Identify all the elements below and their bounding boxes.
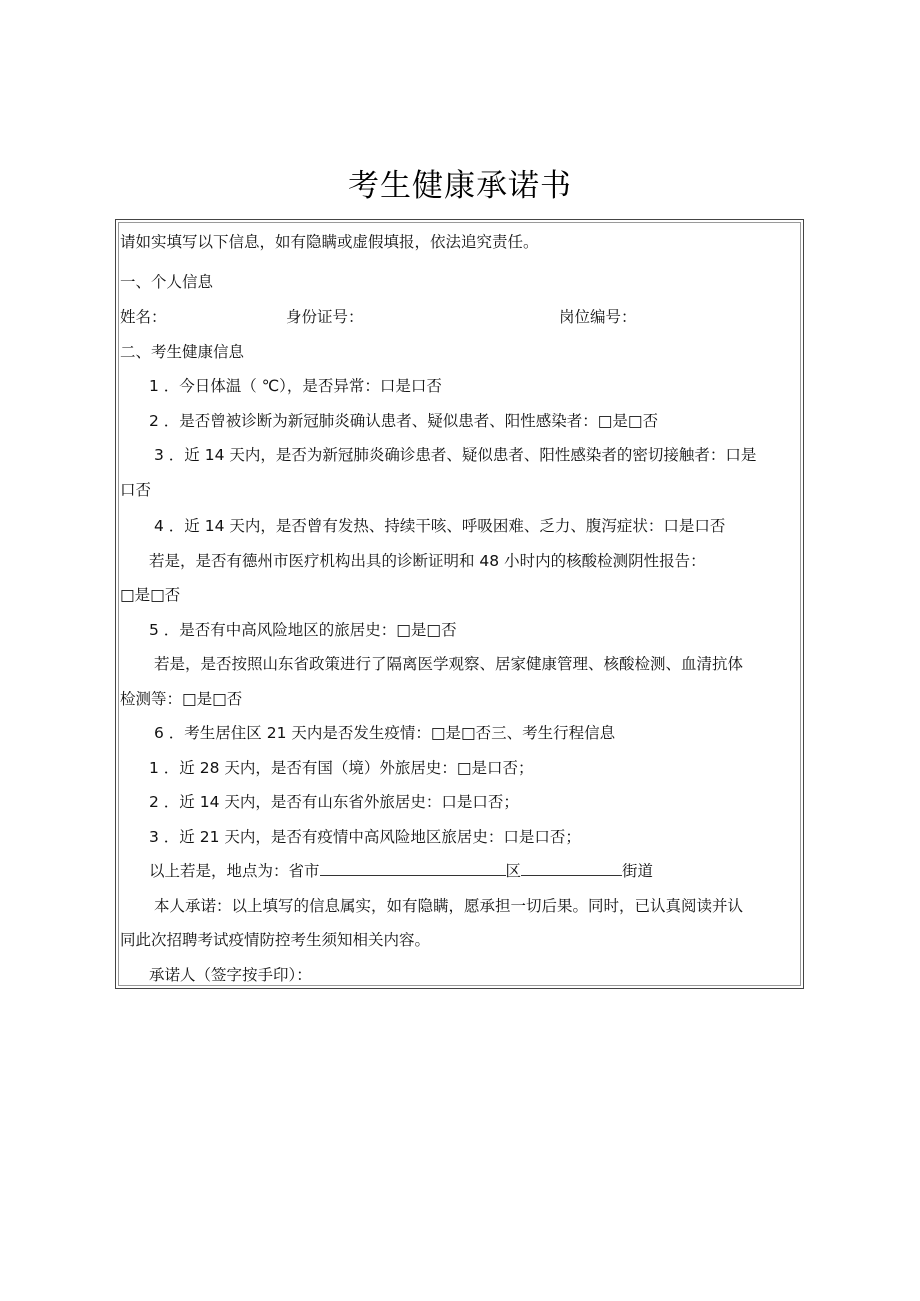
travel-question-3: 3 ．近 21 天内，是否有疫情中高风险地区旅居史：口是口否； — [149, 828, 581, 846]
health-question-4-followup-options: □是□否 — [120, 586, 181, 604]
section-personal-heading: 一、个人信息 — [120, 273, 214, 291]
pledge-statement: 本人承诺：以上填写的信息属实，如有隐瞒，愿承担一切后果。同时，已认真阅读并认 — [154, 897, 744, 915]
health-question-4: 4 ．近 14 天内，是否曾有发热、持续干咳、呼吸困难、乏力、腹泻症状：口是口否 — [154, 517, 726, 535]
page-title: 考生健康承诺书 — [348, 168, 572, 204]
health-question-3-continued: 口否 — [120, 481, 152, 499]
health-question-1: 1 ．今日体温（ ℃），是否异常：口是口否 — [149, 377, 442, 395]
health-question-4-followup: 若是，是否有德州市医疗机构出具的诊断证明和 48 小时内的核酸检测阴性报告： — [149, 552, 706, 570]
section-health-heading: 二、考生健康信息 — [120, 343, 245, 361]
pledge-form — [115, 219, 804, 989]
id-number-label: 身份证号： — [286, 308, 364, 326]
signer-label: 承诺人（签字按手印）： — [149, 966, 312, 984]
travel-question-2: 2 ．近 14 天内，是否有山东省外旅居史：口是口否； — [149, 793, 519, 811]
health-question-6: 6 ．考生居住区 21 天内是否发生疫情：□是□否三、考生行程信息 — [154, 724, 616, 742]
pledge-statement-continued: 同此次招聘考试疫情防控考生须知相关内容。 — [120, 931, 431, 949]
street-label: 街道 — [622, 862, 654, 880]
location-prefix-label: 以上若是，地点为：省市 — [149, 862, 320, 880]
travel-question-1: 1 ．近 28 天内，是否有国（境）外旅居史：□是口否； — [149, 759, 534, 777]
personal-info-row — [120, 307, 800, 327]
post-number-label: 岗位编号： — [559, 308, 637, 326]
province-city-blank[interactable] — [320, 861, 506, 876]
health-question-5-followup: 若是，是否按照山东省政策进行了隔离医学观察、居家健康管理、核酸检测、血清抗体 — [154, 655, 744, 673]
name-label: 姓名： — [120, 308, 167, 326]
health-question-5-followup-options: 检测等：□是□否 — [120, 690, 243, 708]
district-label: 区 — [505, 862, 522, 880]
travel-location-row — [149, 861, 653, 881]
intro-text: 请如实填写以下信息，如有隐瞒或虚假填报，依法追究责任。 — [120, 233, 539, 251]
health-question-3: 3 ．近 14 天内，是否为新冠肺炎确诊患者、疑似患者、阳性感染者的密切接触者：口是 — [154, 446, 757, 464]
district-blank[interactable] — [521, 861, 622, 876]
health-question-2: 2 ．是否曾被诊断为新冠肺炎确认患者、疑似患者、阳性感染者：□是□否 — [149, 412, 659, 430]
health-question-5: 5 ．是否有中高风险地区的旅居史：□是□否 — [149, 621, 457, 639]
